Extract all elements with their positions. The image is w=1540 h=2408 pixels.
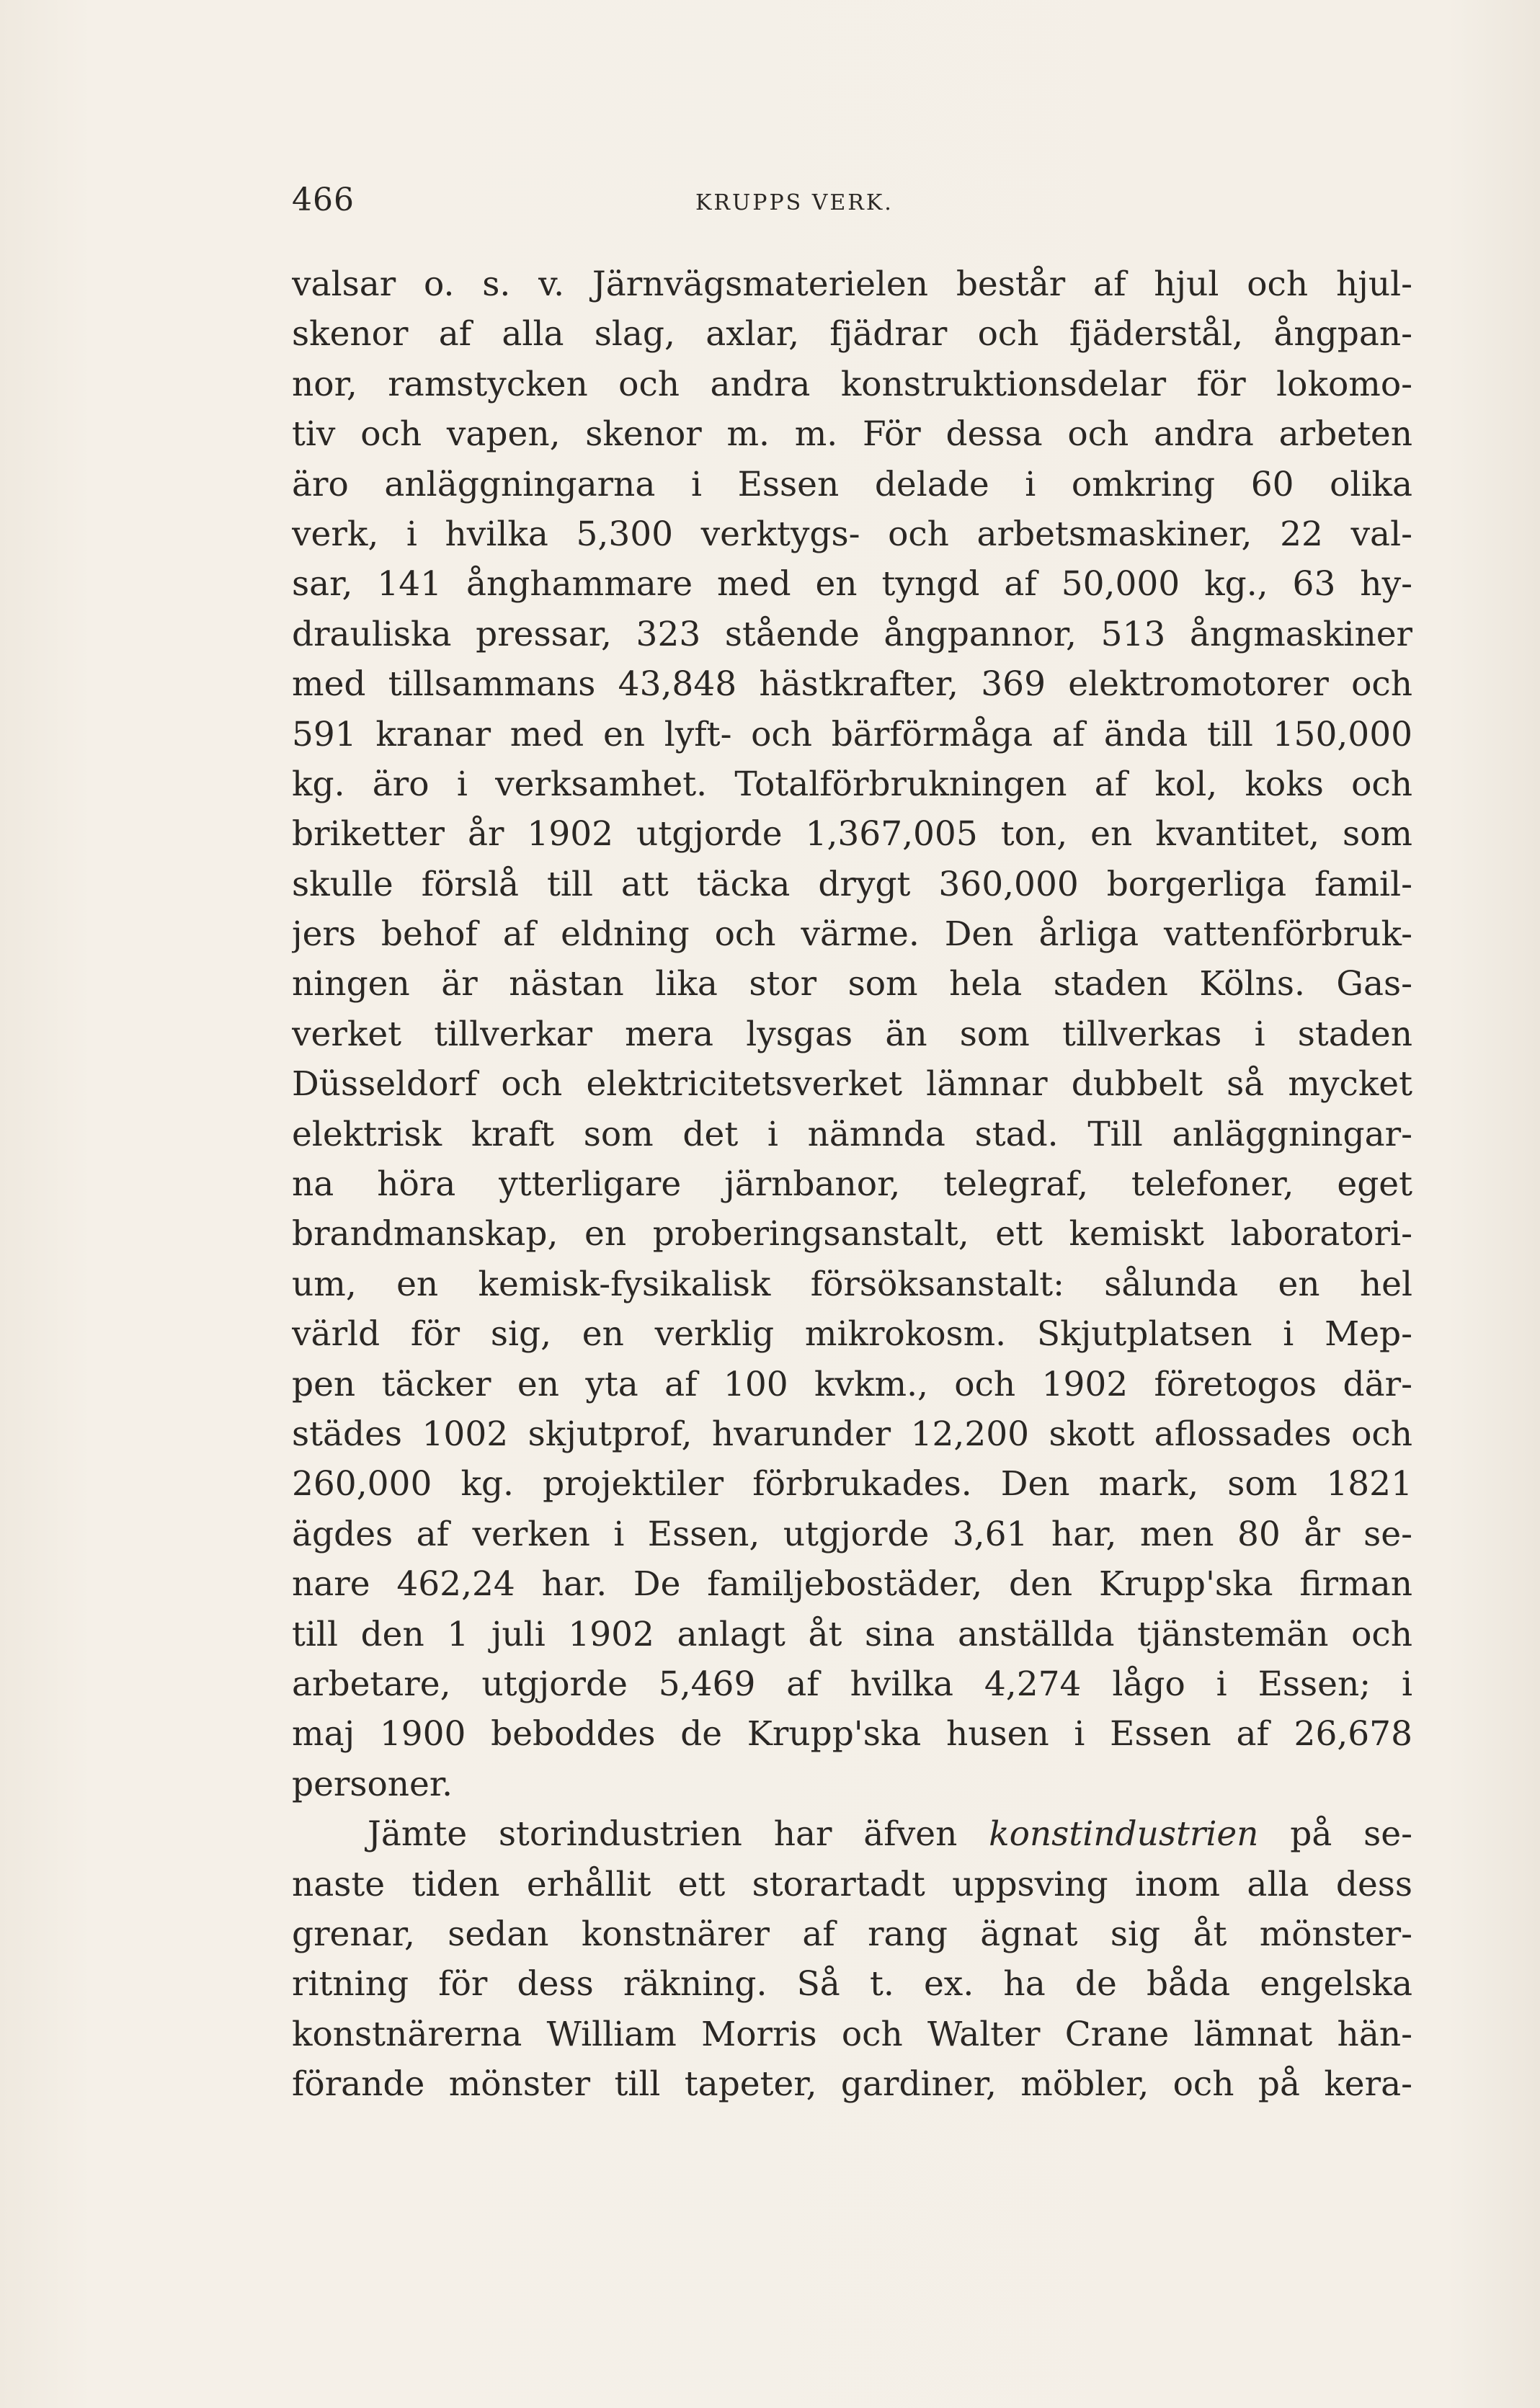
page-number: 466 (292, 182, 355, 218)
text-line: ägdes af verken i Essen, utgjorde 3,61 har, men 80 år se- (292, 1514, 1412, 1554)
line-segment: på se- (1290, 1814, 1412, 1855)
text-line: förande mönster till tapeter, gardiner, möbler, och på kera- (292, 2064, 1412, 2105)
text-line: ningen är nästan lika stor som hela staden Kölns. Gas- (292, 964, 1412, 1004)
text-line: skulle förslå till att täcka drygt 360,000 borgerliga famil- (292, 864, 1412, 904)
body-text (292, 259, 1412, 2109)
text-line: 591 kranar med en lyft- och bärförmåga af ända till 150,000 (292, 714, 1412, 754)
text-line: nare 462,24 har. De familjebostäder, den Krupp'ska firman (292, 1564, 1412, 1605)
text-line: um, en kemisk-fysikalisk försöksanstalt: sålunda en hel (292, 1264, 1412, 1304)
text-line: drauliska pressar, 323 stående ångpannor, 513 ångmaskiner (292, 614, 1412, 654)
text-line: verket tillverkar mera lysgas än som tillverkas i staden (292, 1014, 1412, 1054)
text-line: sar, 141 ånghammare med en tyngd af 50,000 kg., 63 hy- (292, 564, 1412, 605)
text-line: skenor af alla slag, axlar, fjädrar och fjäderstål, ångpan- (292, 314, 1412, 354)
text-line: till den 1 juli 1902 anlagt åt sina anställda tjänstemän och (292, 1614, 1412, 1654)
paragraph-start-line (292, 1809, 1412, 1859)
line-segment: Jämte storindustrien har äfven (368, 1814, 958, 1855)
text-line: städes 1002 skjutprof, hvarunder 12,200 skott aflossades och (292, 1414, 1412, 1454)
text-line: kg. äro i verksamhet. Totalförbrukningen af kol, koks och (292, 764, 1412, 804)
text-line: grenar, sedan konstnärer af rang ägnat sig åt mönster- (292, 1914, 1412, 1954)
text-line: valsar o. s. v. Järnvägsmaterielen består af hjul och hjul- (292, 264, 1412, 304)
text-line: värld för sig, en verklig mikrokosm. Skjutplatsen i Mep- (292, 1314, 1412, 1355)
italic-term: konstindustrien (989, 1814, 1259, 1855)
text-line: 260,000 kg. projektiler förbrukades. Den mark, som 1821 (292, 1464, 1412, 1504)
text-line: brandmanskap, en proberingsanstalt, ett kemiskt laboratori- (292, 1214, 1412, 1254)
text-line: tiv och vapen, skenor m. m. För dessa och andra arbeten (292, 414, 1412, 455)
text-line: nor, ramstycken och andra konstruktionsdelar för lokomo- (292, 364, 1412, 404)
text-line: med tillsammans 43,848 hästkrafter, 369 elektromotorer och (292, 664, 1412, 705)
text-line: konstnärerna William Morris och Walter Crane lämnat hän- (292, 2014, 1412, 2054)
text-line: briketter år 1902 utgjorde 1,367,005 ton, en kvantitet, som (292, 814, 1412, 855)
text-line: jers behof af eldning och värme. Den årliga vattenförbruk- (292, 914, 1412, 955)
text-line: verk, i hvilka 5,300 verktygs- och arbetsmaskiner, 22 val- (292, 514, 1412, 554)
text-line: arbetare, utgjorde 5,469 af hvilka 4,274 lågo i Essen; i (292, 1664, 1412, 1704)
text-line: äro anläggningarna i Essen delade i omkring 60 olika (292, 464, 1412, 504)
text-line: maj 1900 beboddes de Krupp'ska husen i Essen af 26,678 (292, 1714, 1412, 1754)
text-line: personer. (292, 1764, 453, 1804)
text-line: naste tiden erhållit ett storartadt uppsving inom alla dess (292, 1864, 1412, 1904)
text-line: pen täcker en yta af 100 kvkm., och 1902 företogos där- (292, 1364, 1412, 1404)
running-head: KRUPPS VERK. (695, 190, 894, 215)
text-line: Düsseldorf och elektricitetsverket lämnar dubbelt så mycket (292, 1064, 1412, 1105)
page-header (292, 179, 1416, 222)
text-line: ritning för dess räkning. Så t. ex. ha de båda engelska (292, 1964, 1412, 2005)
text-line: na höra ytterligare järnbanor, telegraf, telefoner, eget (292, 1164, 1412, 1205)
text-line: elektrisk kraft som det i nämnda stad. Till anläggningar- (292, 1114, 1412, 1154)
